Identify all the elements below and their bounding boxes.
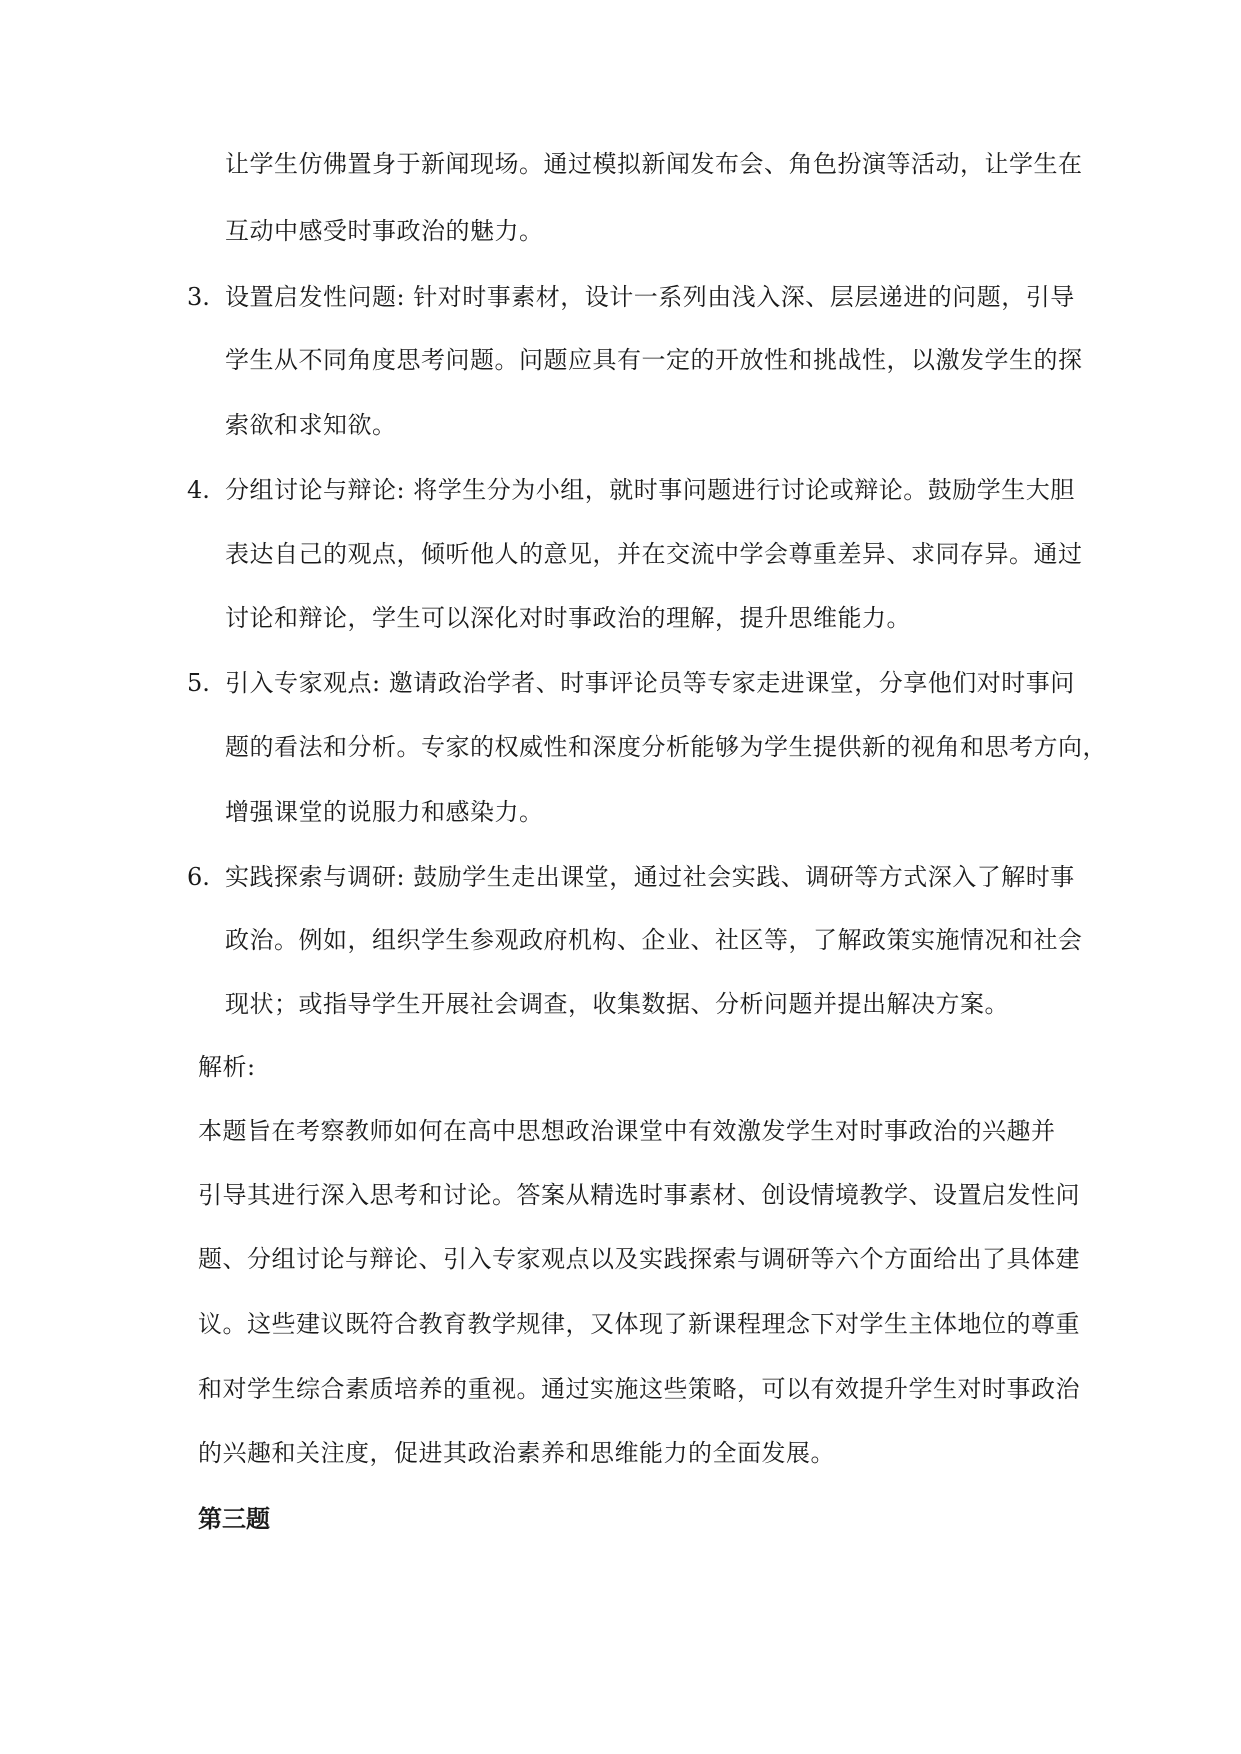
continuation-line: 让学生仿佛置身于新闻现场。通过模拟新闻发布会、角色扮演等活动，让学生在 — [225, 150, 1083, 178]
list-item-number: 3. — [187, 283, 210, 311]
list-item-line: 题的看法和分析。专家的权威性和深度分析能够为学生提供新的视角和思考方向， — [225, 733, 1107, 761]
list-item-line: 索欲和求知欲。 — [225, 411, 397, 439]
list-item-line: 政治。例如，组织学生参观政府机构、企业、社区等，了解政策实施情况和社会 — [225, 926, 1083, 954]
analysis-line: 的兴趣和关注度，促进其政治素养和思维能力的全面发展。 — [198, 1439, 835, 1467]
list-item-line: 分组讨论与辩论: 将学生分为小组，就时事问题进行讨论或辩论。鼓励学生大胆 — [225, 476, 1075, 504]
list-item-line: 学生从不同角度思考问题。问题应具有一定的开放性和挑战性，以激发学生的探 — [225, 346, 1083, 374]
list-item-number: 6. — [187, 863, 210, 891]
list-item-line: 实践探索与调研: 鼓励学生走出课堂，通过社会实践、调研等方式深入了解时事 — [225, 863, 1075, 891]
analysis-line: 议。这些建议既符合教育教学规律，又体现了新课程理念下对学生主体地位的尊重 — [198, 1310, 1080, 1338]
list-item-line: 增强课堂的说服力和感染力。 — [225, 798, 544, 826]
list-item-number: 5. — [187, 669, 210, 697]
analysis-line: 本题旨在考察教师如何在高中思想政治课堂中有效激发学生对时事政治的兴趣并 — [198, 1117, 1056, 1145]
section-heading: 第三题 — [198, 1504, 270, 1533]
list-item-number: 4. — [187, 476, 210, 504]
continuation-line: 互动中感受时事政治的魅力。 — [225, 217, 544, 245]
analysis-line: 题、分组讨论与辩论、引入专家观点以及实践探索与调研等六个方面给出了具体建 — [198, 1245, 1080, 1273]
list-item-line: 设置启发性问题: 针对时事素材，设计一系列由浅入深、层层递进的问题，引导 — [225, 283, 1075, 311]
list-item-line: 讨论和辩论，学生可以深化对时事政治的理解，提升思维能力。 — [225, 604, 911, 632]
analysis-line: 和对学生综合素质培养的重视。通过实施这些策略，可以有效提升学生对时事政治 — [198, 1375, 1080, 1403]
list-item-line: 表达自己的观点，倾听他人的意见，并在交流中学会尊重差异、求同存异。通过 — [225, 540, 1083, 568]
analysis-line: 引导其进行深入思考和讨论。答案从精选时事素材、创设情境教学、设置启发性问 — [198, 1181, 1080, 1209]
analysis-label: 解析: — [198, 1053, 256, 1081]
list-item-line: 现状；或指导学生开展社会调查，收集数据、分析问题并提出解决方案。 — [225, 990, 1009, 1018]
list-item-line: 引入专家观点: 邀请政治学者、时事评论员等专家走进课堂，分享他们对时事问 — [225, 669, 1075, 697]
